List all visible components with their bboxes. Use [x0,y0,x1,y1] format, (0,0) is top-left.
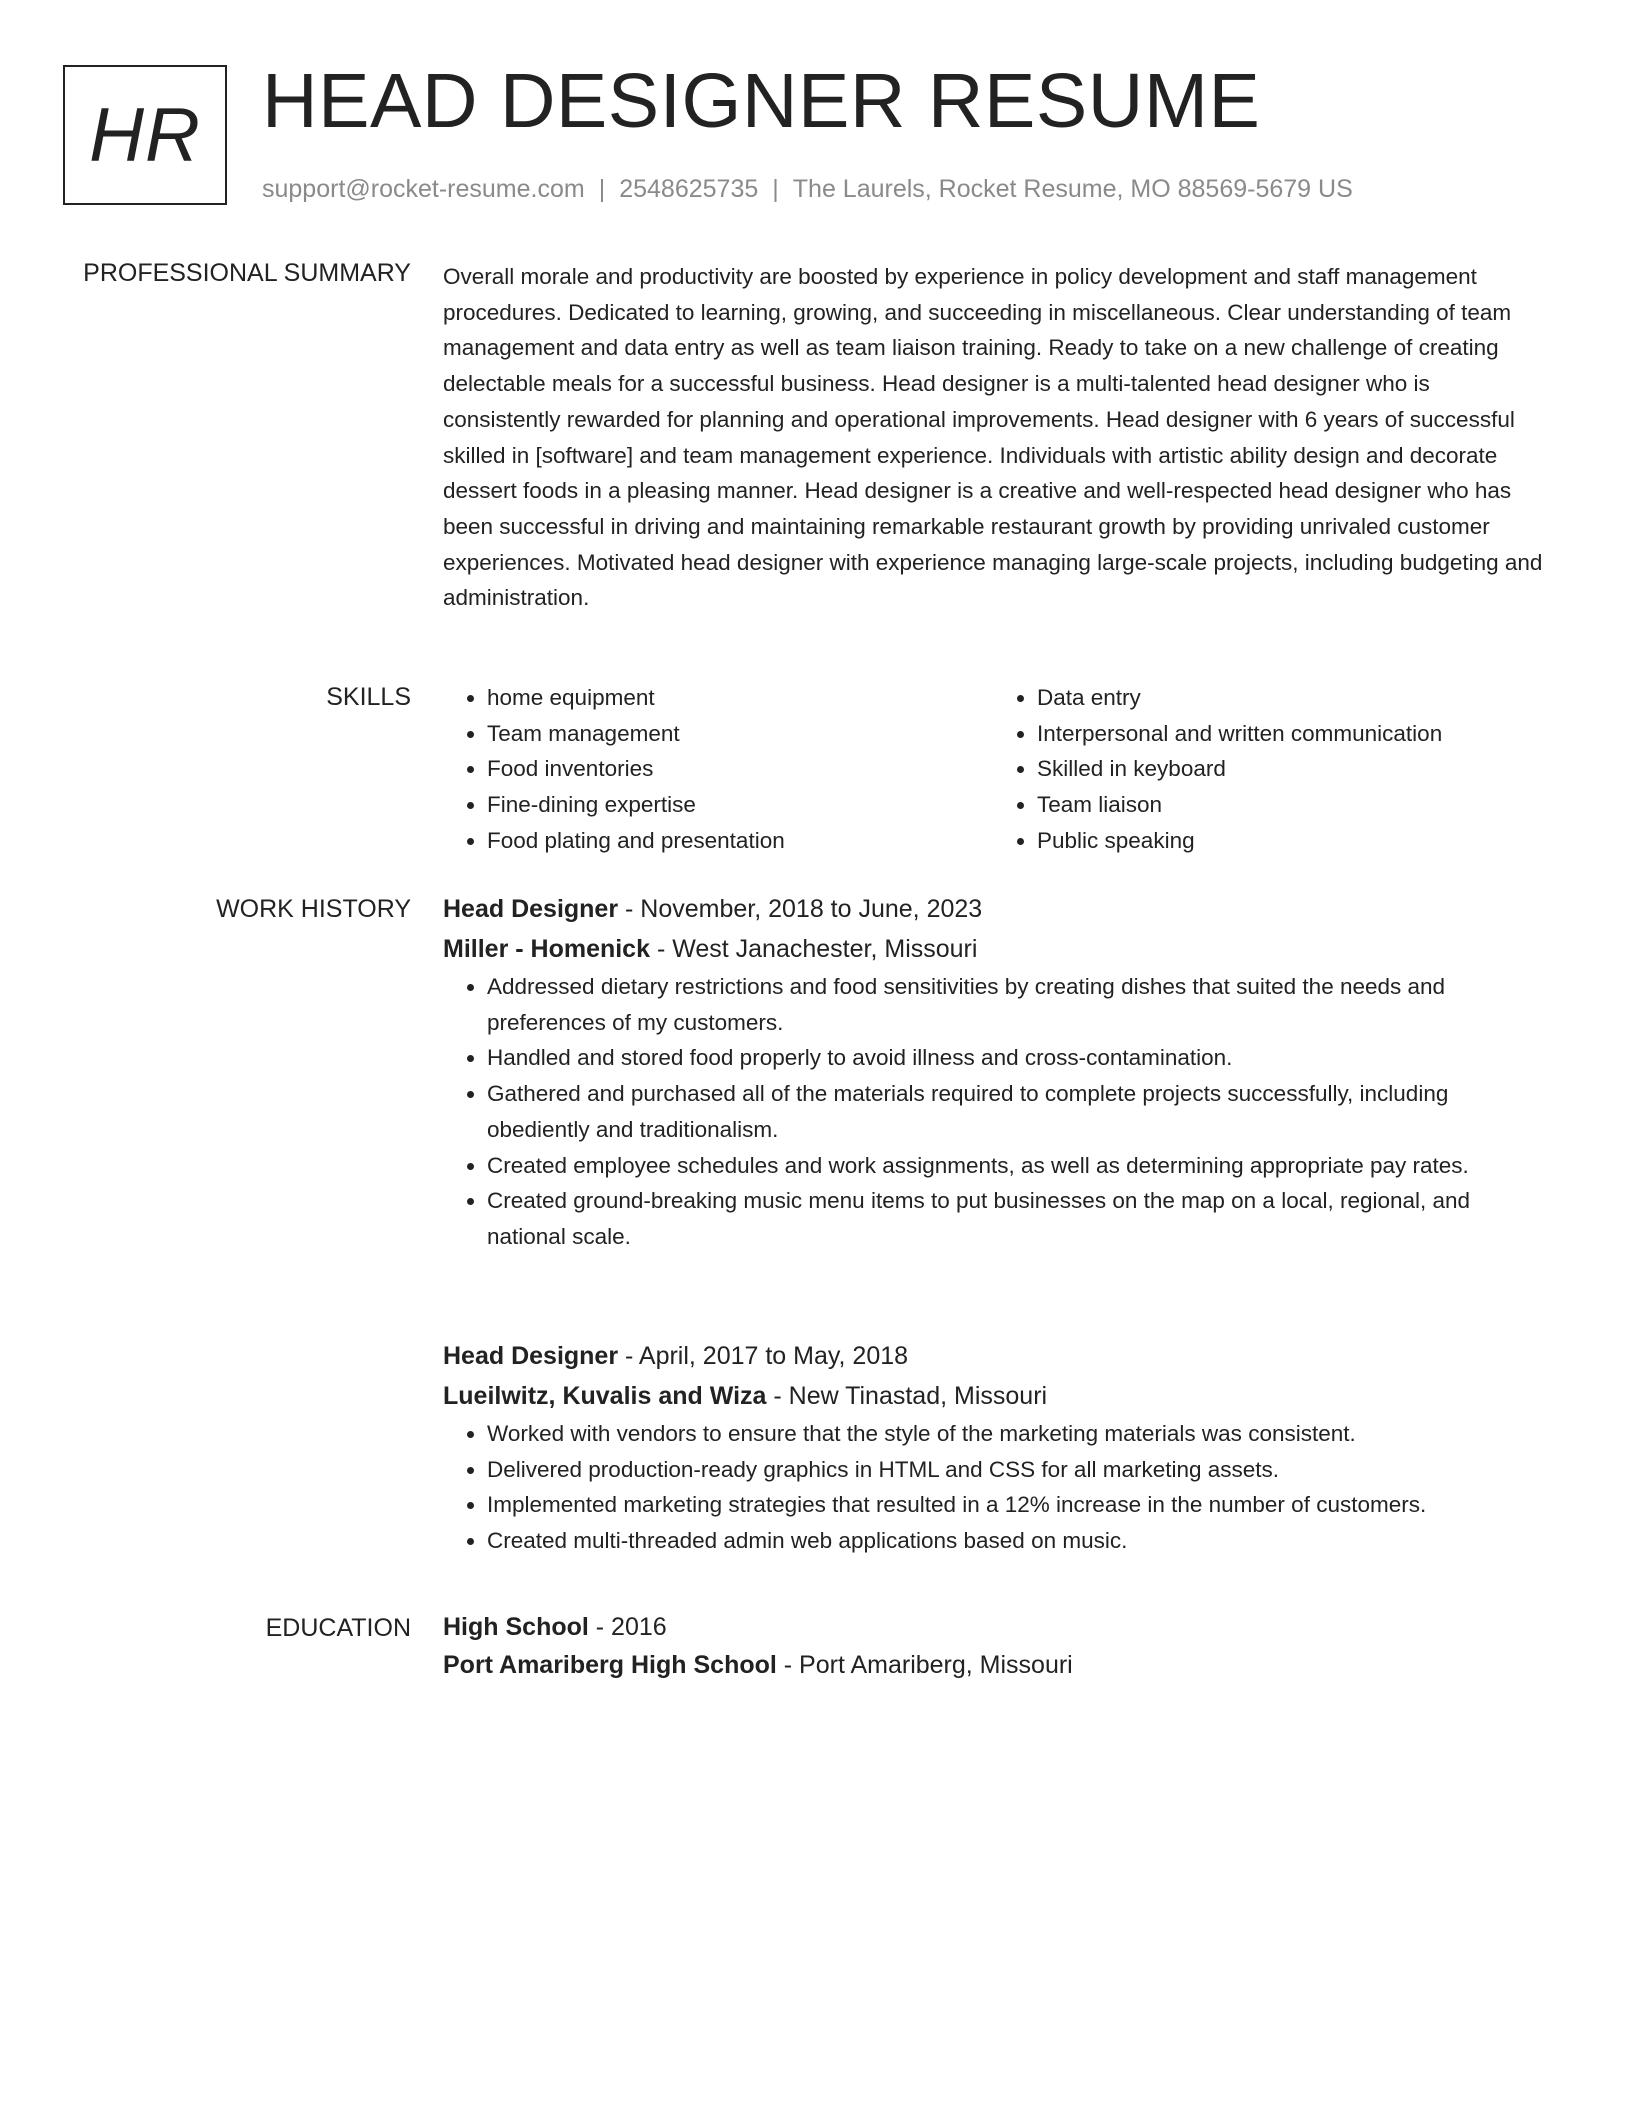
skills-list-right [993,680,1543,859]
contact-line [262,173,1353,205]
job-bullet: • Handled and stored food properly to avoid illness and cross-contamination. [487,1040,1543,1076]
education-year: - 2016 [588,1613,667,1641]
job-entry [443,889,1543,1255]
job-bullet: • Implemented marketing strategies that resulted in a 12% increase in the number of customers. [487,1487,1543,1523]
skill-item: • Team liaison [1037,787,1543,823]
skill-item: • Fine-dining expertise [487,787,993,823]
summary-text: Overall morale and productivity are boosted by experience in policy development and staff management procedures. Dedicated to learning, growing, and succeeding in miscellaneous. Clear understanding of team management and data entry as well as team liaison training. Ready to take on a new challenge of creating delectable meals for a successful business. Head designer is a multi-talented head designer who is consistently rewarded for planning and operational improvements. Head designer with 6 years of successful skilled in [software] and team management experience. Individuals with artistic ability design and decorate dessert foods in a pleasing manner. Head designer is a creative and well-respected head designer who has been successful in driving and maintaining remarkable restaurant growth by providing unrivaled customer experiences. Motivated head designer with experience managing large-scale projects, including budgeting and administration. [443,264,1543,611]
education-location: - Port Amariberg, Missouri [776,1651,1073,1679]
contact-separator: | [598,175,606,203]
job-location: - New Tinastad, Missouri [766,1382,1048,1410]
education-degree: High School [443,1613,589,1641]
job-bullet: • Created multi-threaded admin web applications based on music. [487,1523,1543,1559]
skills-heading: SKILLS [326,683,411,711]
job-bullet: • Delivered production-ready graphics in HTML and CSS for all marketing assets. [487,1452,1543,1488]
job-company: Miller - Homenick [443,935,650,963]
job-bullet: • Created employee schedules and work assignments, as well as determining appropriate pay rates. [487,1148,1543,1184]
skill-item: • Data entry [1037,680,1543,716]
resume-title: HEAD DESIGNER RESUME [262,58,1261,144]
job-company-line [443,1376,1543,1416]
job-bullet: • Worked with vendors to ensure that the style of the marketing materials was consistent. [487,1416,1543,1452]
skill-item: • Food inventories [487,751,993,787]
contact-address: The Laurels, Rocket Resume, MO 88569-5679 US [792,175,1353,203]
education-school: Port Amariberg High School [443,1651,777,1679]
job-company: Lueilwitz, Kuvalis and Wiza [443,1382,767,1410]
job-bullets [443,1416,1543,1559]
skill-item: • Public speaking [1037,823,1543,859]
contact-email[interactable]: support@rocket-resume.com [262,175,585,203]
job-title-line [443,889,1543,929]
job-location: - West Janachester, Missouri [650,935,978,963]
contact-phone[interactable]: 2548625735 [619,175,759,203]
work-history-heading: WORK HISTORY [216,895,411,923]
job-bullets [443,969,1543,1255]
monogram-initials: HR [89,92,201,178]
job-bullet: • Created ground-breaking music menu items to put businesses on the map on a local, regional, and national scale. [487,1183,1543,1254]
skill-item: • Skilled in keyboard [1037,751,1543,787]
skills-list-left [443,680,993,859]
job-title-line [443,1336,1543,1376]
job-company-line [443,929,1543,969]
job-dates: - November, 2018 to June, 2023 [618,895,983,923]
monogram-box [63,65,227,205]
skill-item: • Food plating and presentation [487,823,993,859]
skill-item: • home equipment [487,680,993,716]
contact-separator: | [772,175,779,203]
job-bullet: • Gathered and purchased all of the materials required to complete projects successfully, including obediently and traditionalism. [487,1076,1543,1147]
skill-item: • Interpersonal and written communication [1037,716,1543,752]
job-dates: - April, 2017 to May, 2018 [618,1342,909,1370]
job-entry [443,1336,1543,1559]
education-degree-line [443,1608,1543,1646]
job-title: Head Designer [443,895,619,923]
education-heading: EDUCATION [265,1614,411,1642]
summary-heading: PROFESSIONAL SUMMARY [83,259,411,287]
job-title: Head Designer [443,1342,619,1370]
education-school-line [443,1646,1543,1684]
job-bullet: • Addressed dietary restrictions and food sensitivities by creating dishes that suited the needs and preferences of my customers. [487,969,1543,1040]
skill-item: • Team management [487,716,993,752]
